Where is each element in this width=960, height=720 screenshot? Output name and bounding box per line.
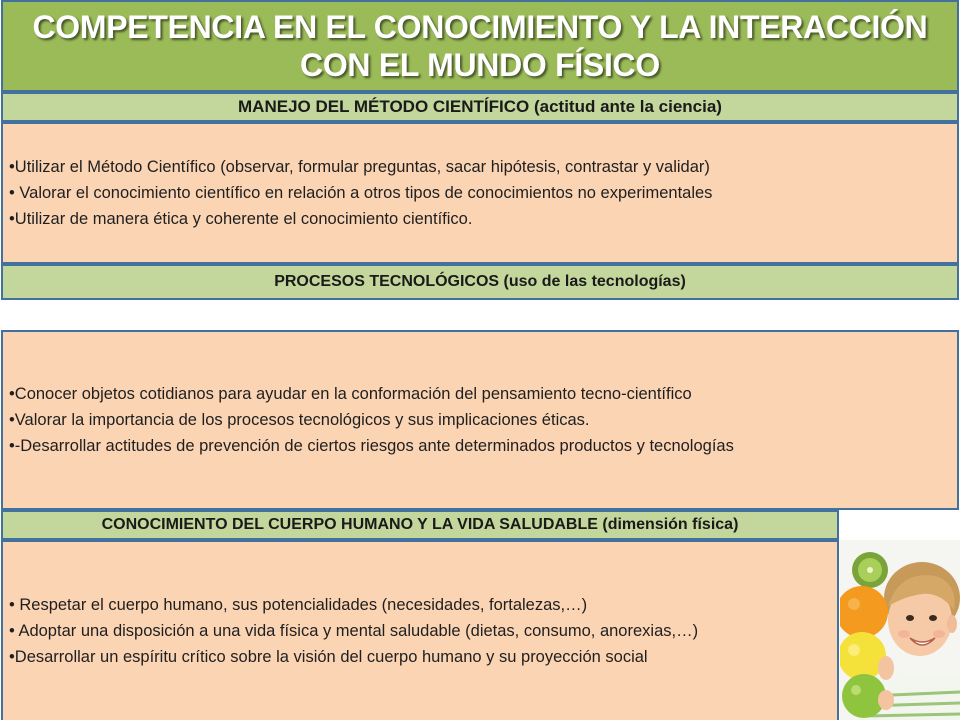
section-content-procesos-tecnologicos <box>1 330 959 510</box>
list-item: •-Desarrollar actitudes de prevención de ciertos riesgos ante determinados productos y tecnologías <box>9 437 734 455</box>
section-content-cuerpo-humano <box>1 540 839 720</box>
section-header-label: PROCESOS TECNOLÓGICOS (uso de las tecnologías) <box>274 273 686 290</box>
section-header-cuerpo-humano <box>1 510 839 540</box>
section-content-metodo-cientifico <box>1 122 959 264</box>
slide-title <box>1 0 959 92</box>
list-item: • Respetar el cuerpo humano, sus potencialidades (necesidades, fortalezas,…) <box>9 596 588 614</box>
list-item: • Adoptar una disposición a una vida física y mental saludable (dietas, consumo, anorexias,…) <box>9 622 699 640</box>
title-line-2: CON EL MUNDO FÍSICO <box>300 47 660 83</box>
child-with-fruits-photo <box>840 540 960 720</box>
list-item: • Valorar el conocimiento científico en relación a otros tipos de conocimientos no experimentales <box>9 184 713 202</box>
list-item: •Desarrollar un espíritu crítico sobre la visión del cuerpo humano y su proyección social <box>9 648 648 666</box>
list-item: •Conocer objetos cotidianos para ayudar en la conformación del pensamiento tecno-científico <box>9 385 692 403</box>
list-item: •Utilizar el Método Científico (observar, formular preguntas, sacar hipótesis, contrastar y validar) <box>9 158 710 176</box>
list-item: •Utilizar de manera ética y coherente el conocimiento científico. <box>9 210 473 228</box>
section-header-procesos-tecnologicos <box>1 264 959 300</box>
section-header-label: MANEJO DEL MÉTODO CIENTÍFICO (actitud ante la ciencia) <box>238 97 722 116</box>
list-item: •Valorar la importancia de los procesos tecnológicos y sus implicaciones éticas. <box>9 411 590 429</box>
title-line-1: COMPETENCIA EN EL CONOCIMIENTO Y LA INTERACCIÓN <box>32 9 928 45</box>
section-header-label: CONOCIMIENTO DEL CUERPO HUMANO Y LA VIDA SALUDABLE (dimensión física) <box>101 516 739 533</box>
child-with-fruits-illustration <box>840 540 960 720</box>
section-header-metodo-cientifico <box>1 92 959 122</box>
